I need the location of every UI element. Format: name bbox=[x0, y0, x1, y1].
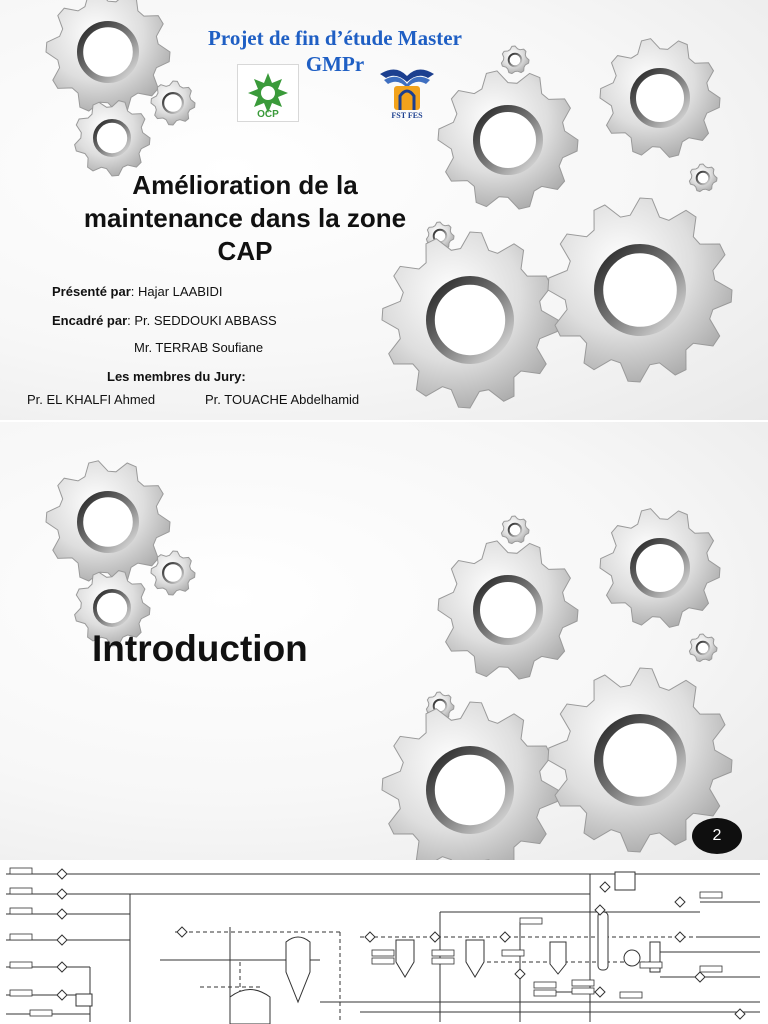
supervised-by-label: Encadré par bbox=[52, 313, 128, 328]
instrument-tag bbox=[10, 962, 32, 968]
ocp-logo-text: OCP bbox=[257, 109, 279, 120]
instrument-tag bbox=[520, 918, 542, 924]
supervised-by bbox=[52, 313, 277, 328]
gear-hole bbox=[509, 524, 522, 537]
valve-marker bbox=[177, 927, 187, 937]
instrument-tag bbox=[10, 868, 32, 874]
introduction-slide bbox=[0, 422, 768, 860]
valve-marker bbox=[57, 962, 67, 972]
presented-by-label: Présenté par bbox=[52, 284, 131, 299]
instrument-tag bbox=[372, 950, 394, 956]
gear-hole bbox=[477, 579, 540, 642]
valve-marker bbox=[515, 969, 525, 979]
instrument-tag bbox=[572, 988, 594, 994]
supervisor-2: Mr. TERRAB Soufiane bbox=[134, 340, 264, 355]
header-line2: GMPr bbox=[305, 52, 365, 76]
supervised-by-value: : Pr. SEDDOUKI ABBASS bbox=[127, 313, 277, 328]
fst-fes-logo bbox=[376, 64, 438, 120]
instrument-tag bbox=[572, 980, 594, 986]
title-line2: maintenance dans la zone bbox=[83, 203, 407, 233]
instrument-tag bbox=[640, 962, 662, 968]
instrument-tag bbox=[10, 908, 32, 914]
header-line1: Projet de fin d’étude Master bbox=[208, 26, 462, 50]
instrument-tag bbox=[502, 950, 524, 956]
valve-marker bbox=[675, 897, 685, 907]
instrument-tag bbox=[700, 892, 722, 898]
valve-marker bbox=[57, 869, 67, 879]
valve-marker bbox=[600, 882, 610, 892]
valve-marker bbox=[500, 932, 510, 942]
gear-hole bbox=[697, 642, 710, 655]
instrument-tag bbox=[10, 990, 32, 996]
valve-marker bbox=[430, 932, 440, 942]
instrument-tag bbox=[432, 958, 454, 964]
ocp-logo bbox=[237, 64, 299, 122]
valve-marker bbox=[57, 935, 67, 945]
process-diagram bbox=[0, 862, 768, 1024]
valve-marker bbox=[695, 972, 705, 982]
instrument-tag bbox=[10, 888, 32, 894]
gear-hole bbox=[95, 121, 129, 155]
instrument-tag bbox=[432, 950, 454, 956]
valve-marker bbox=[675, 932, 685, 942]
jury-member-2: Pr. TOUACHE Abdelhamid bbox=[205, 392, 360, 407]
gear-hole bbox=[163, 563, 183, 583]
instrument-tag bbox=[534, 990, 556, 996]
jury-member-1: Pr. EL KHALFI Ahmed bbox=[27, 392, 156, 407]
slide-title: Introduction bbox=[92, 628, 308, 669]
gear-hole bbox=[430, 750, 509, 829]
gear-hole bbox=[697, 172, 710, 185]
instrument-tag bbox=[700, 966, 722, 972]
jury-label: Les membres du Jury: bbox=[107, 369, 246, 384]
gear-hole bbox=[163, 93, 183, 113]
title-slide bbox=[0, 0, 768, 420]
valve-marker bbox=[57, 909, 67, 919]
gear-hole bbox=[95, 591, 129, 625]
fst-fes-logo-text: FST FES bbox=[391, 111, 423, 120]
gear-hole bbox=[80, 494, 136, 550]
gear-hole bbox=[430, 280, 509, 359]
instrument-tag bbox=[10, 934, 32, 940]
gear-hole bbox=[599, 719, 682, 802]
instrument-tag bbox=[534, 982, 556, 988]
valve-marker bbox=[365, 932, 375, 942]
valve-marker bbox=[595, 987, 605, 997]
gear-hole bbox=[477, 109, 540, 172]
gear-hole bbox=[633, 541, 687, 595]
gear-hole bbox=[599, 249, 682, 332]
title-line1: Amélioration de la bbox=[132, 170, 358, 200]
valve-marker bbox=[57, 889, 67, 899]
valve-marker bbox=[57, 990, 67, 1000]
instrument-tag bbox=[620, 992, 642, 998]
presented-by bbox=[52, 284, 223, 299]
page-number-badge: 2 bbox=[692, 818, 742, 854]
valve-marker bbox=[735, 1009, 745, 1019]
gear-hole bbox=[633, 71, 687, 125]
title-line3: CAP bbox=[217, 236, 273, 266]
instrument-tag bbox=[30, 1010, 52, 1016]
instrument-tag bbox=[372, 958, 394, 964]
presented-by-value: : Hajar LAABIDI bbox=[130, 284, 223, 299]
